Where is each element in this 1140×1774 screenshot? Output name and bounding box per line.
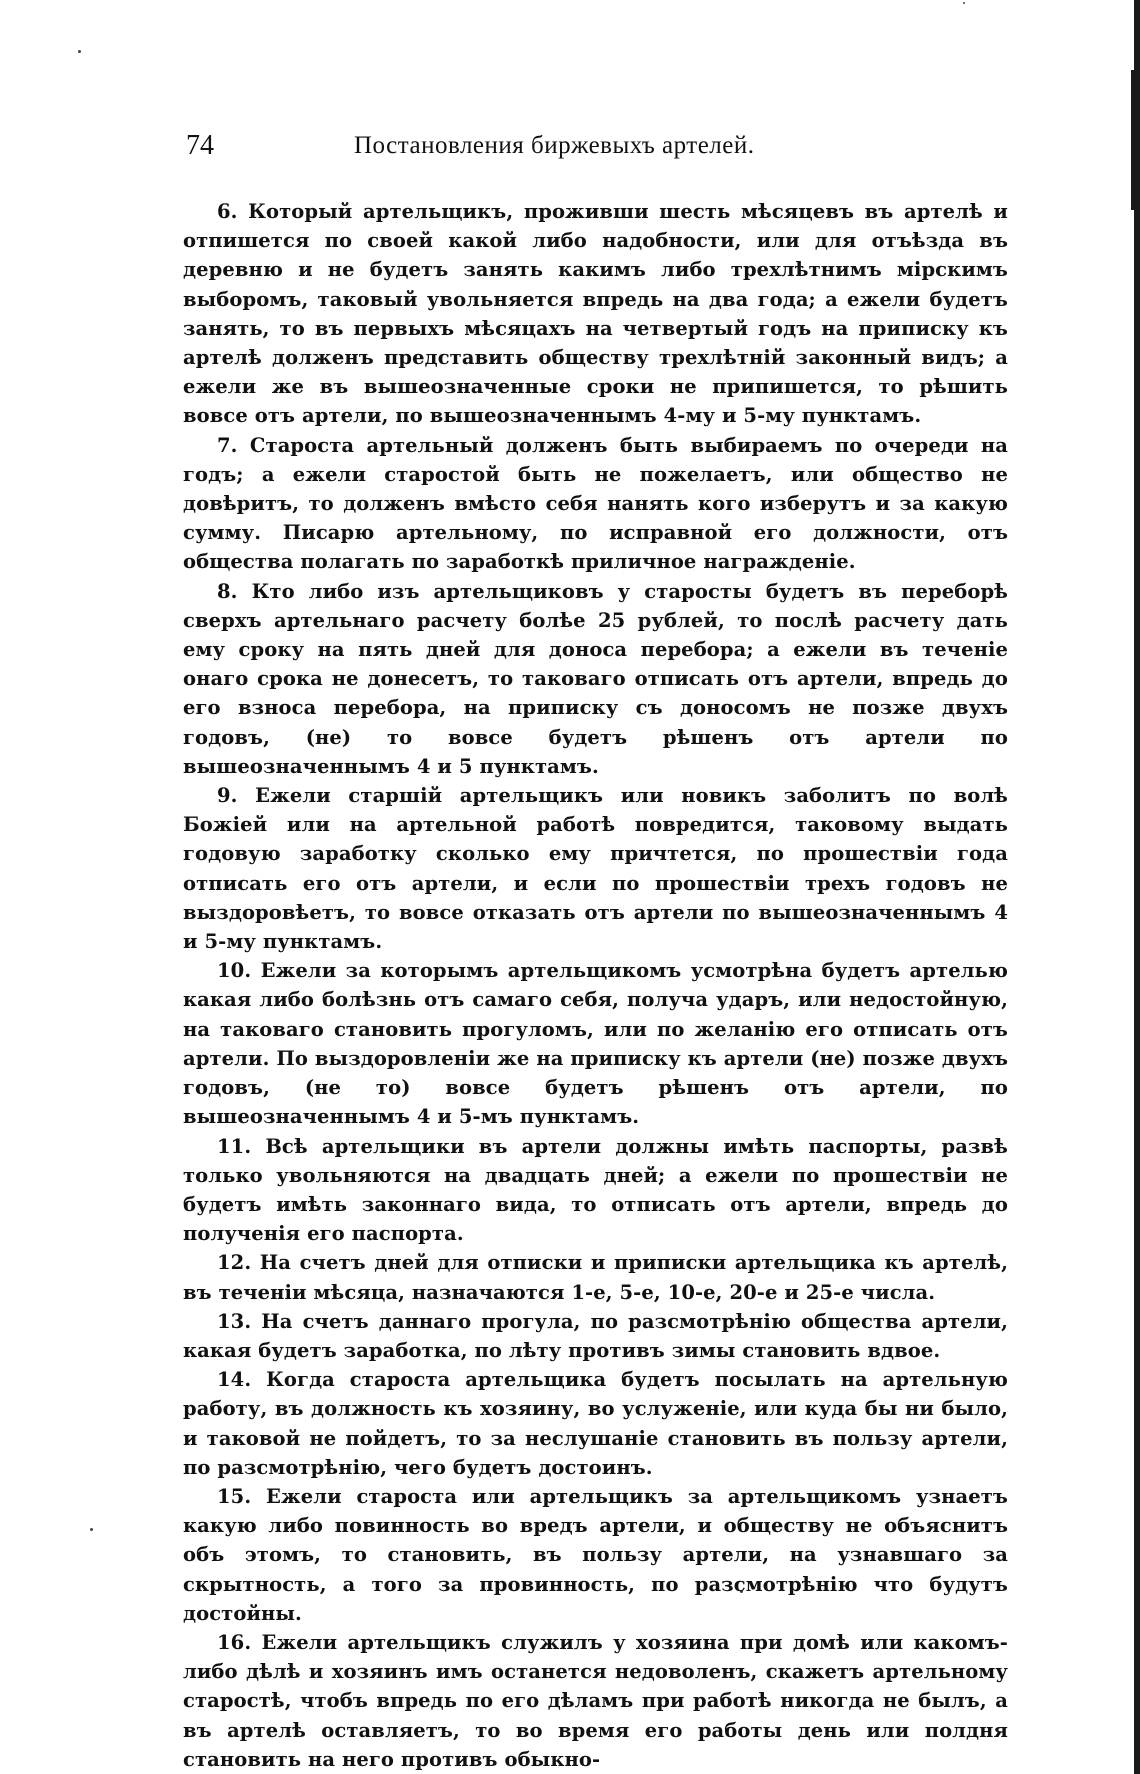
scan-edge-mark bbox=[1131, 70, 1134, 210]
paragraph-7: 7. Староста артельный долженъ быть выбираемъ по очереди на годъ; а ежели старостой быть не пожелаетъ, или общество не довѣритъ, то долженъ вмѣсто себя нанять кого изберутъ и за какую сумму. Писарю артельному, по исправной его должности, отъ общества полагать по заработкѣ приличное награжденіе. bbox=[183, 433, 1008, 574]
paragraph-15: 15. Ежели староста или артельщикъ за артельщикомъ узнаетъ какую либо повинность во вредъ артели, и обществу не объяснитъ объ этомъ, то становить, въ пользу артели, на узнавшаго за скрытность, а того за провинность, по разсмотрѣнію что будутъ достойны. bbox=[183, 1484, 1008, 1625]
paragraph-13: 13. На счетъ даннаго прогула, по разсмотрѣнію общества артели, какая будетъ заработка, по лѣту противъ зимы становить вдвое. bbox=[183, 1309, 1008, 1362]
paragraph-16: 16. Ежели артельщикъ служилъ у хозяина при домѣ или какомъ-либо дѣлѣ и хозяинъ имъ останется недоволенъ, скажетъ артельному старостѣ, чтобъ впредь по его дѣламъ при работѣ никогда не былъ, а въ артелѣ оставляетъ, то во время его работы день или полдня становить на него противъ обыкно- bbox=[183, 1630, 1008, 1771]
paragraph-14: 14. Когда староста артельщика будетъ посылать на артельную работу, въ должность къ хозяину, во услуженіе, или куда бы ни было, и таковой не пойдетъ, то за неслушаніе становить въ пользу артели, по разсмотрѣнію, чего будетъ достоинъ. bbox=[183, 1368, 1008, 1479]
scan-speck bbox=[78, 50, 81, 53]
paragraph-12: 12. На счетъ дней для отписки и приписки артельщика къ артелѣ, въ теченіи мѣсяца, назначаются 1-е, 5-е, 10-е, 20-е и 25-е числа. bbox=[183, 1251, 1008, 1304]
running-title: Постановления биржевыхъ артелей. bbox=[354, 132, 755, 159]
document-body bbox=[183, 197, 1008, 1774]
scan-edge-shadow bbox=[1134, 0, 1140, 1774]
paragraph-11: 11. Всѣ артельщики въ артели должны имѣть паспорты, развѣ только увольняются на двадцать дней; а ежели по прошествіи не будетъ имѣть законнаго вида, то отписать отъ артели, впредь до полученія его паспорта. bbox=[183, 1134, 1008, 1246]
page-header bbox=[186, 130, 1016, 170]
scan-speck bbox=[963, 2, 965, 4]
paragraph-8: 8. Кто либо изъ артельщиковъ у старосты будетъ въ переборѣ сверхъ артельнаго расчету болѣе 25 рублей, то послѣ расчету дать ему сроку на пять дней для доноса перебора; а ежели въ теченіе онаго срока не донесетъ, то таковаго отписать отъ артели, впредь до его взноса перебора, на приписку съ доносомъ не позже двухъ годовъ, (не) то вовсе будетъ рѣшенъ отъ артели по вышеозначеннымъ 4 и 5 пунктамъ. bbox=[183, 579, 1008, 778]
paragraph-9: 9. Ежели старшій артельщикъ или новикъ заболитъ по волѣ Божіей или на артельной работѣ повредится, таковому выдать годовую заработку сколько ему причтется, по прошествіи года отписать его отъ артели, и если по прошествіи трехъ годовъ не выздоровѣетъ, то вовсе отказать отъ артели по вышеозначеннымъ 4 и 5-му пунктамъ. bbox=[183, 784, 1008, 954]
page-number: 74 bbox=[186, 130, 214, 161]
paragraph-10: 10. Ежели за которымъ артельщикомъ усмотрѣна будетъ артелью какая либо болѣзнь отъ самаго себя, получа ударъ, или недостойную, на таковаго становить прогуломъ, или по желанію его отписать отъ артели. По выздоровленіи же на приписку къ артели (не) позже двухъ годовъ, (не то) вовсе будетъ рѣшенъ отъ артели, по вышеозначеннымъ 4 и 5-мъ пунктамъ. bbox=[183, 959, 1008, 1129]
paragraph-6: 6. Который артельщикъ, проживши шесть мѣсяцевъ въ артелѣ и отпишется по своей какой либо надобности, или для отъѣзда въ деревню и не будетъ занять какимъ либо трехлѣтнимъ мірскимъ выборомъ, таковый увольняется впредь на два года; а ежели будетъ занять, то въ первыхъ мѣсяцахъ на четвертый годъ на приписку къ артелѣ долженъ представить обществу трехлѣтній законный видъ; а ежели же въ вышеозначенные сроки не припишется, то рѣшить вовсе отъ артели, по вышеозначеннымъ 4-му и 5-му пунктамъ. bbox=[183, 200, 1008, 428]
scan-speck bbox=[90, 1528, 93, 1531]
